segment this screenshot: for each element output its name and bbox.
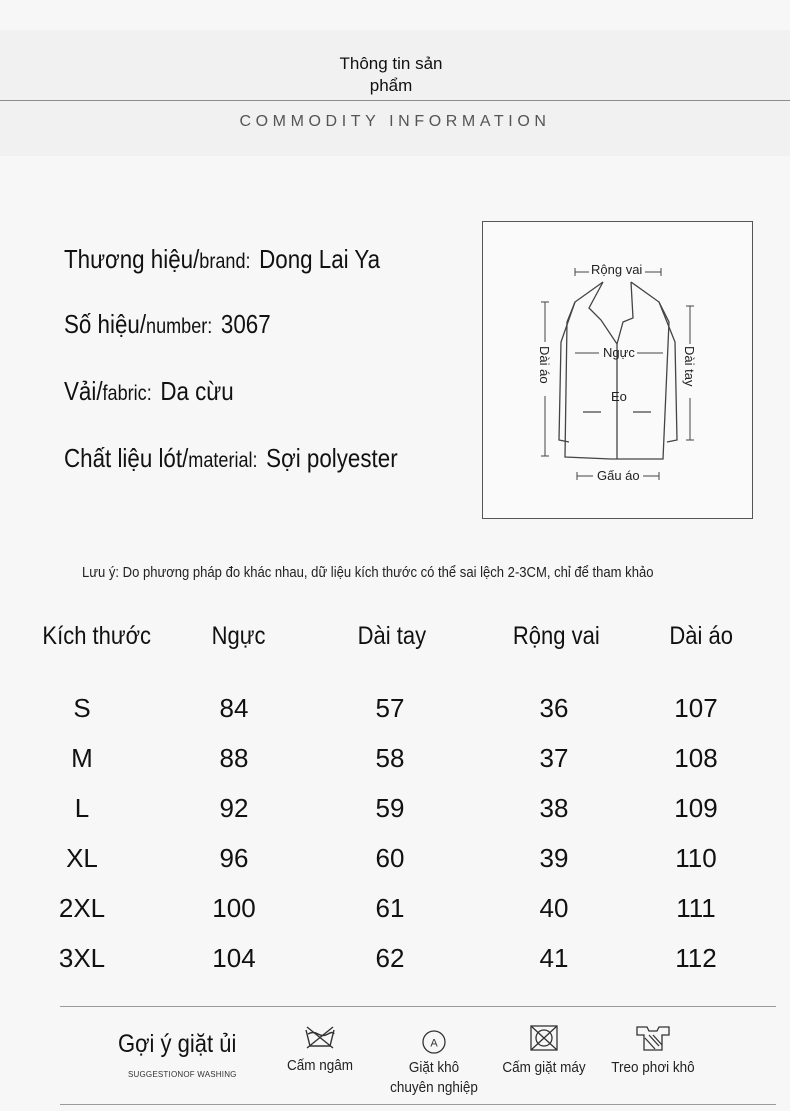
svg-text:A: A: [430, 1037, 438, 1050]
no-soak-icon: [303, 1024, 337, 1050]
care-label-dry-clean-2: chuyên nghiệp: [390, 1079, 478, 1096]
table-cell-sleeve: 58: [375, 743, 405, 773]
page-subtitle: COMMODITY INFORMATION: [239, 113, 551, 130]
diagram-label-length: Dài áo: [537, 346, 552, 384]
care-item-dry-clean: [382, 1029, 486, 1098]
header-divider: [0, 100, 790, 101]
spec-material-value: Sợi polyester: [266, 443, 398, 473]
table-cell-shoulder: 40: [539, 893, 569, 923]
spec-material-label-en: material:: [188, 449, 258, 472]
spec-brand: [64, 244, 380, 275]
table-cell-shoulder: 41: [539, 943, 569, 973]
spec-brand-value: Dong Lai Ya: [259, 244, 381, 274]
care-label-no-machine-wash: Cấm giặt máy: [502, 1059, 586, 1076]
page-title-line1: Thông tin sản: [339, 54, 443, 73]
table-cell-shoulder: 36: [539, 693, 569, 723]
dry-clean-icon: [421, 1029, 447, 1055]
diagram-label-hem: Gấu áo: [597, 468, 640, 483]
table-cell-length: 107: [674, 693, 718, 723]
table-cell-shoulder: 38: [539, 793, 569, 823]
spec-brand-label-en: brand:: [199, 250, 251, 273]
table-cell-size: S: [73, 693, 91, 723]
spec-number-label-en: number:: [146, 315, 213, 338]
table-cell-chest: 88: [219, 743, 249, 773]
table-cell-size: 3XL: [58, 943, 106, 973]
care-item-no-soak: [282, 1024, 358, 1076]
spec-material: [64, 443, 398, 474]
table-cell-length: 111: [676, 893, 716, 923]
table-cell-shoulder: 39: [539, 843, 569, 873]
diagram-label-chest: Ngực: [603, 345, 635, 360]
care-label-hang-dry: Treo phơi khô: [611, 1059, 695, 1076]
care-top-divider: [60, 1006, 776, 1007]
table-cell-shoulder: 37: [539, 743, 569, 773]
spec-number-value: 3067: [220, 309, 271, 339]
spec-fabric: [64, 376, 234, 407]
spec-fabric-value: Da cừu: [160, 376, 234, 406]
care-title: Gợi ý giặt ủi: [118, 1030, 237, 1058]
measurement-diagram: [482, 221, 753, 519]
table-cell-sleeve: 62: [375, 943, 405, 973]
measurement-note: Lưu ý: Do phương pháp đo khác nhau, dữ liệu kích thước có thể sai lệch 2-3CM, chỉ để tham khảo: [82, 564, 654, 581]
table-header-sleeve: Dài tay: [357, 622, 427, 650]
care-bottom-divider: [60, 1104, 776, 1105]
no-machine-wash-icon: [529, 1024, 559, 1052]
table-cell-length: 110: [675, 843, 717, 873]
table-header-length: Dài áo: [669, 622, 733, 650]
table-header-shoulder: Rộng vai: [512, 622, 600, 650]
table-cell-chest: 96: [219, 843, 249, 873]
table-cell-sleeve: 59: [375, 793, 405, 823]
table-cell-size: M: [71, 743, 93, 773]
table-cell-size: 2XL: [58, 893, 106, 923]
spec-fabric-label: Vải/: [64, 376, 103, 406]
care-item-no-machine-wash: [496, 1024, 592, 1078]
care-item-hang-dry: [605, 1024, 701, 1078]
spec-fabric-label-en: fabric:: [102, 382, 152, 405]
table-cell-size: XL: [66, 843, 98, 873]
table-cell-length: 112: [675, 943, 717, 973]
table-header-size: Kích thước: [42, 622, 152, 650]
table-cell-size: L: [74, 793, 90, 823]
care-label-dry-clean-1: Giặt khô: [408, 1059, 460, 1076]
spec-brand-label: Thương hiệu/: [64, 244, 200, 274]
table-cell-sleeve: 60: [375, 843, 405, 873]
table-cell-chest: 84: [219, 693, 249, 723]
table-cell-length: 109: [674, 793, 718, 823]
diagram-label-waist: Eo: [611, 389, 627, 404]
table-cell-length: 108: [674, 743, 718, 773]
table-cell-sleeve: 61: [375, 893, 405, 923]
page-title-line2: phẩm: [369, 76, 413, 95]
care-label-no-soak: Cấm ngâm: [286, 1057, 354, 1074]
spec-material-label: Chất liệu lót/: [64, 443, 189, 473]
table-cell-chest: 104: [212, 943, 256, 973]
diagram-label-sleeve: Dài tay: [682, 346, 697, 387]
spec-number-label: Số hiệu/: [64, 309, 147, 339]
diagram-label-shoulder: Rộng vai: [591, 262, 643, 277]
spec-number: [64, 309, 271, 340]
table-cell-sleeve: 57: [375, 693, 405, 723]
table-cell-chest: 92: [219, 793, 249, 823]
table-header-chest: Ngực: [211, 622, 266, 650]
table-cell-chest: 100: [212, 893, 256, 923]
care-subtitle: SUGGESTIONOF WASHING: [128, 1070, 237, 1079]
page-title: [0, 53, 782, 97]
hang-dry-icon: [635, 1024, 671, 1052]
